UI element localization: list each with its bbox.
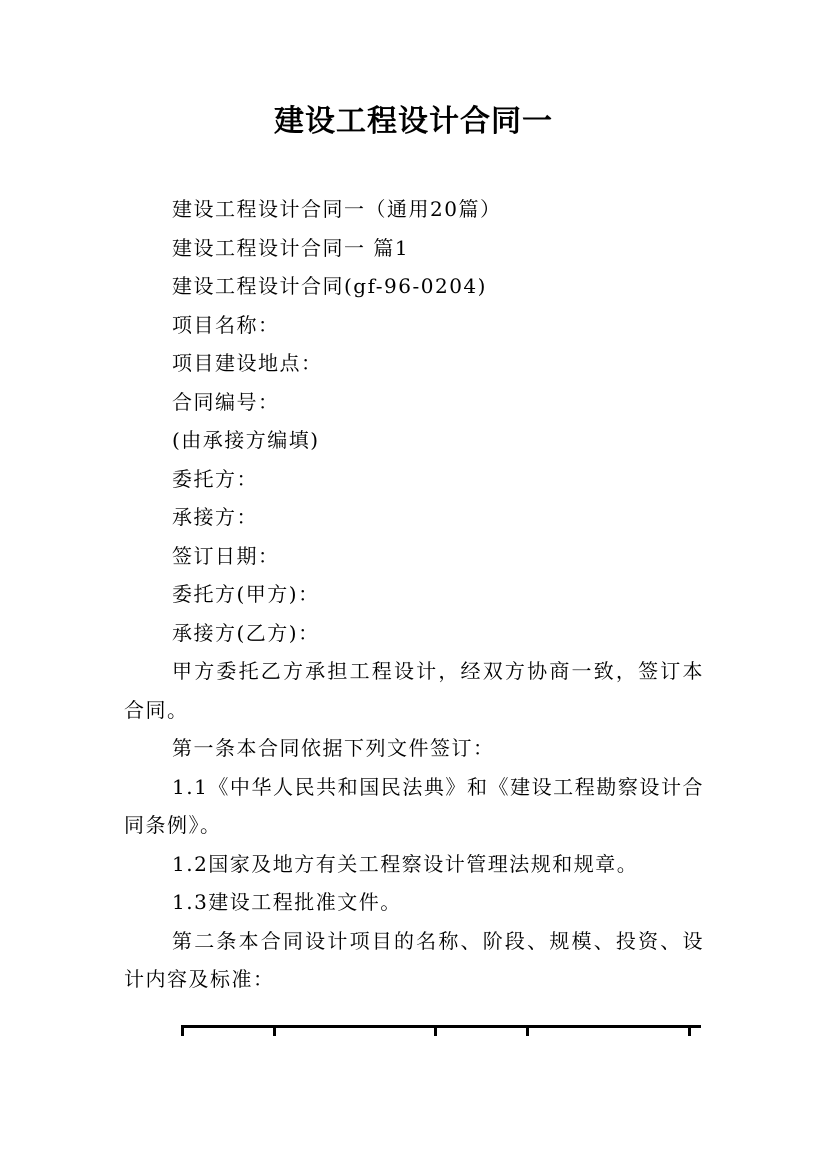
paragraph: 项目建设地点： [172, 351, 323, 375]
paragraph: 合同编号： [172, 389, 280, 414]
table-border-line [181, 1025, 701, 1028]
table-column-tick [434, 1025, 437, 1036]
paragraph: 甲方委托乙方承担工程设计，经双方协商一致，签订本合同。 [124, 659, 704, 722]
paragraph: 承接方(乙方)： [172, 620, 320, 645]
paragraph: 委托方(甲方)： [172, 582, 320, 606]
paragraph: 1.2国家及地方有关工程察设计管理法规和规章。 [172, 851, 639, 876]
paragraph: (由承接方编填) [172, 428, 320, 452]
paragraph: 签订日期： [172, 543, 280, 568]
paragraph: 委托方： [172, 466, 258, 491]
table-column-tick [688, 1025, 691, 1036]
paragraph: 建设工程设计合同一（通用20篇） [172, 197, 502, 221]
table-column-tick [526, 1025, 529, 1036]
document-title: 建设工程设计合同一 [274, 104, 553, 139]
document-body [124, 190, 704, 999]
table-column-tick [181, 1025, 184, 1036]
paragraph: 建设工程设计合同(gf-96-0204) [172, 274, 487, 298]
paragraph: 第二条本合同设计项目的名称、阶段、规模、投资、设计内容及标准： [124, 928, 704, 991]
paragraph: 1.1《中华人民共和国民法典》和《建设工程勘察设计合同条例》。 [124, 774, 704, 837]
table-column-tick [273, 1025, 276, 1036]
paragraph: 建设工程设计合同一 篇1 [172, 235, 410, 260]
paragraph: 第一条本合同依据下列文件签订： [172, 736, 495, 760]
table-top-border [181, 1022, 701, 1036]
paragraph: 承接方： [172, 505, 258, 529]
paragraph: 1.3建设工程批准文件。 [172, 890, 402, 914]
paragraph: 项目名称： [172, 312, 280, 337]
